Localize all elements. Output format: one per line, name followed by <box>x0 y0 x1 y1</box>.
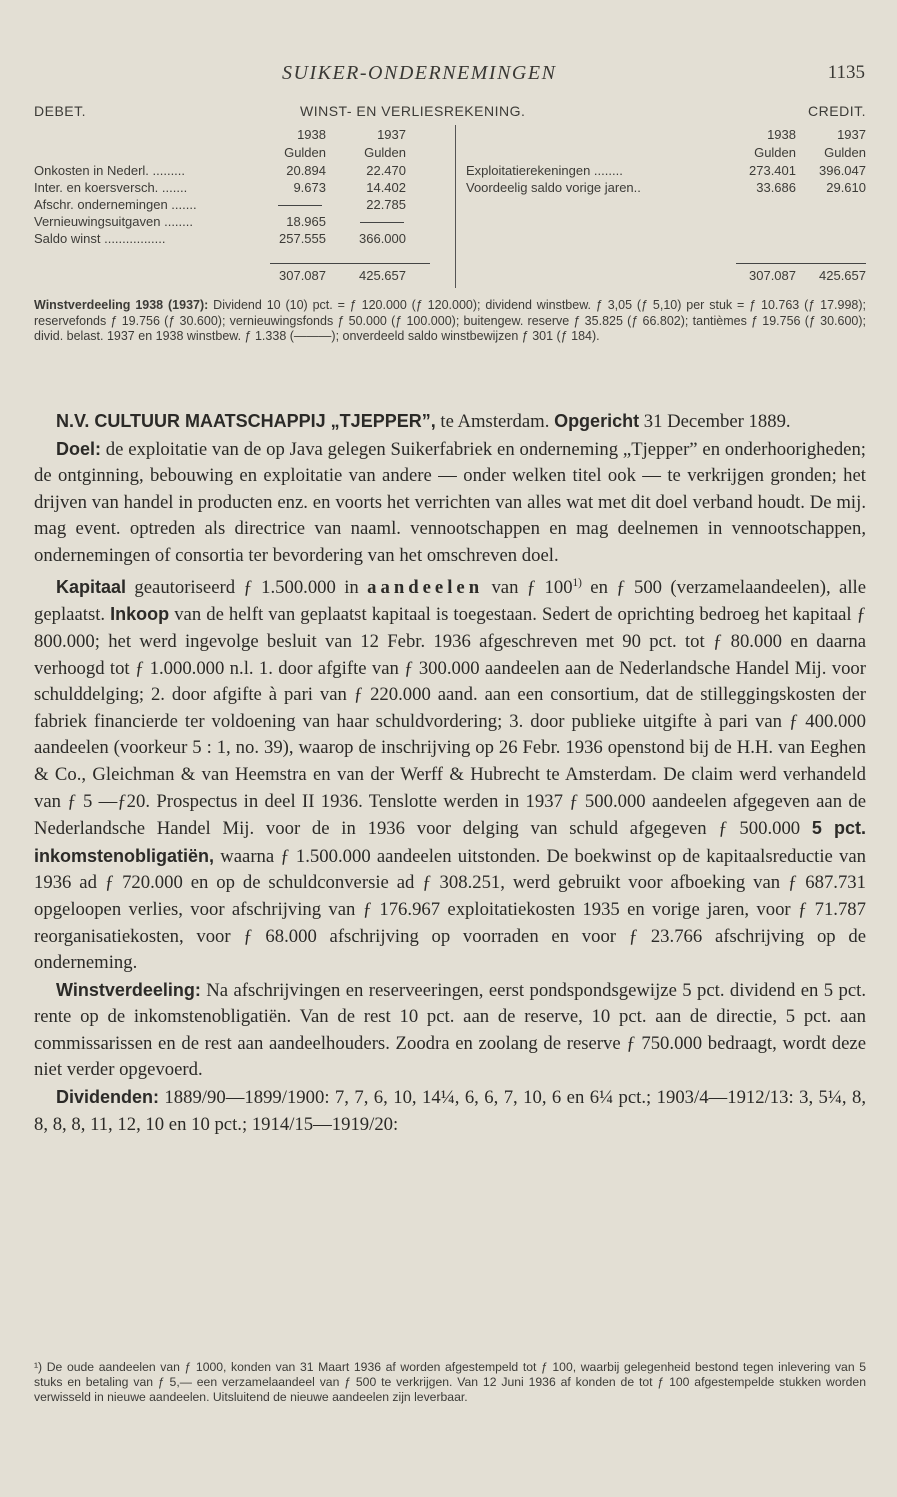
debet-value-1937: 366.000 <box>359 231 406 246</box>
founded-date: 31 December 1889. <box>639 411 791 432</box>
debet-year-1937: 1937 <box>377 127 406 142</box>
winstverdeeling-text: Na afschrijvingen en reserveeringen, eerst pondspondsgewijze 5 pct. dividend en 5 pct. rente op de inkomstenobligatiën. Van de rest 10 pct. aan de reserve, 10 pct. aan de directie, 5 pct. aan commissarissen en de rest aan aandeelhouders. Zoodra en zoolang de reserve ƒ 750.000 bedraagt, wordt deze niet verder opgevoerd. <box>34 979 866 1081</box>
credit-year-1937: 1937 <box>837 127 866 142</box>
dividenden-paragraph <box>34 1084 866 1138</box>
company-name: N.V. CULTUUR MAATSCHAPPIJ „TJEPPER”, <box>56 411 436 431</box>
debet-value-1938: 9.673 <box>293 180 326 195</box>
company-entry <box>34 408 866 1138</box>
profit-distribution-label: Winstverdeeling 1938 (1937): <box>34 298 209 312</box>
credit-year-1938: 1938 <box>767 127 796 142</box>
doel-paragraph <box>34 436 866 570</box>
debet-row-label: Saldo winst ................. <box>34 231 166 246</box>
doel-text: de exploitatie van de op Java gelegen Suikerfabriek en onderneming „Tjepper” en onderhoorigheden; de ontginning, bebouwing en exploitatie van andere — onder welken titel ook — te verkrijgen gronden; het drijven van handel in producten enz. en voorts het verrichten van alles wat met dit doel verband houdt. De mij. mag event. optreden als directrice van naaml. vennootschappen en mag deelnemen in vennootschappen, ondernemingen of consortia ter bevordering van het omschreven doel. <box>34 438 866 566</box>
debet-row <box>34 231 866 248</box>
account-title: WINST- EN VERLIESREKENING. <box>300 103 526 119</box>
kapitaal-text: geautoriseerd ƒ 1.500.000 in <box>126 576 368 598</box>
dividenden-label: Dividenden: <box>56 1087 160 1108</box>
company-heading-paragraph <box>34 408 866 436</box>
winstverdeeling-paragraph <box>34 977 866 1084</box>
profit-loss-account <box>34 103 866 293</box>
debet-value-1938: 18.965 <box>286 214 326 229</box>
dividenden-text: 1889/90—1899/1900: 7, 7, 6, 10, 14¼, 6, 6, 7, 10, 6 en 6¼ pct.; 1903/4—1912/13: 3, 5¼, 8, 8, 8, 8, 11, 12, 10 en 10 pct.; 1914/15—1919/20: <box>34 1087 866 1135</box>
footnote-text: De oude aandeelen van ƒ 1000, konden van 31 Maart 1936 af worden afgestempeld tot ƒ 100, waarbij gelegenheid bestond tegen inlevering van 5 stuks en betaling van ƒ 5,— een verzamelaandeel van ƒ 500 te verkrijgen. Van 12 Juni 1936 af konden de tot ƒ 100 afgestempelde stukken worden verwisseld in nieuwe aandeelen. Uitsluitend de nieuwe aandeelen zijn leverbaar. <box>34 1360 866 1405</box>
running-head <box>0 62 897 88</box>
credit-row-label: Exploitatierekeningen ........ <box>466 163 623 178</box>
founded-label: Opgericht <box>554 411 640 431</box>
credit-unit-1938: Gulden <box>754 145 796 160</box>
debet-row <box>34 197 866 214</box>
kapitaal-text: waarna ƒ 1.500.000 aandeelen uitstonden. De boekwinst op de kapitaalsreductie van 1936 ad ƒ 720.000 en op de schuldconversie ad ƒ 308.251, werd gebruikt voor afboeking van ƒ 687.731 opgeloopen verlies, voor afschrijving van ƒ 176.967 exploitatiekosten 1935 en vorige jaren, voor ƒ 71.787 reorganisatiekosten, voor ƒ 68.000 afschrijving op voorraden en voor ƒ 23.766 afschrijving op de onderneming. <box>34 845 866 974</box>
page-number: 1135 <box>827 62 865 83</box>
totals-row <box>34 268 866 285</box>
footnote <box>34 1360 866 1406</box>
debet-row-label: Onkosten in Nederl. ......... <box>34 163 186 178</box>
year-header-row <box>34 127 866 144</box>
debet-value-1937: 22.470 <box>366 163 406 178</box>
debet-total-rule <box>270 263 430 264</box>
credit-value-1938: 33.686 <box>756 180 796 195</box>
debet-row <box>34 214 866 231</box>
kapitaal-text: van de helft van geplaatst kapitaal is toegestaan. Sedert de oprichting bedroeg het kapitaal ƒ 800.000; het werd ingevolge besluit van 12 Febr. 1936 afgeschreven met 90 pct. tot ƒ 80.000 en daarna verhoogd tot ƒ 1.000.000 n.l. 1. door afgifte van ƒ 300.000 aandeelen aan de Nederlandsche Handel Mij. voor schulddelging; 2. door afgifte à pari van ƒ 220.000 aand. aan een consortium, dat de stilleggingskosten der fabriek financierde ter voldoening van haar schuldvordering; 3. door publieke uitgifte à pari van ƒ 400.000 aandeelen (voorkeur 5 : 1, no. 39), waarop de inschrijving op 26 Febr. 1936 openstond bij de H.H. van Eeghen & Co., Gleichman & van Heemstra en van der Werff & Hubrecht te Amsterdam. De claim werd verhandeld van ƒ 5 —ƒ20. Prospectus in deel II 1936. Tenslotte werden in 1937 ƒ 500.000 aandeelen afgegeven aan de Nederlandsche Handel Mij. voor de in 1936 voor delging van schuld afgegeven ƒ 500.000 <box>34 604 866 840</box>
profit-distribution-text: Dividend 10 (10) pct. = ƒ 120.000 (ƒ 120.000); dividend winstbew. ƒ 3,05 (ƒ 5,10) per stuk = ƒ 10.763 (ƒ 17.998); reservefonds ƒ 19.756 (ƒ 30.600); vernieuwingsfonds ƒ 50.000 (ƒ 100.000); buitengew. reserve ƒ 35.825 (ƒ 66.802); tantièmes ƒ 19.756 (ƒ 30.600); divid. belast. 1937 en 1938 winstbew. ƒ 1.338 (———); onverdeeld saldo winstbewijzen ƒ 301 (ƒ 184). <box>34 298 867 343</box>
credit-total-rule <box>736 263 866 264</box>
credit-value-1938: 273.401 <box>749 163 796 178</box>
nil-dash <box>360 222 404 223</box>
inkomstenobligaties-label: 5 pct. inkomstenobligatiën, <box>34 818 866 866</box>
kapitaal-label: Kapitaal <box>56 576 127 597</box>
debet-value-1938: 20.894 <box>286 163 326 178</box>
debet-label: DEBET. <box>34 103 87 119</box>
debet-row-label: Inter. en koersversch. ....... <box>34 180 188 195</box>
credit-value-1937: 29.610 <box>826 180 866 195</box>
debet-value-1938: 257.555 <box>279 231 326 246</box>
debet-row <box>34 163 866 180</box>
debet-total-1938: 307.087 <box>279 268 326 283</box>
credit-row-label: Voordeelig saldo vorige jaren.. <box>466 180 641 195</box>
debet-unit-1938: Gulden <box>284 145 326 160</box>
credit-unit-1937: Gulden <box>824 145 866 160</box>
debet-row-label: Vernieuwingsuitgaven ........ <box>34 214 193 229</box>
kapitaal-paragraph <box>34 570 866 977</box>
debet-value-1937: 22.785 <box>366 197 406 212</box>
credit-total-1937: 425.657 <box>819 268 866 283</box>
debet-row-label: Afschr. ondernemingen ....... <box>34 197 197 212</box>
debet-row <box>34 180 866 197</box>
credit-value-1937: 396.047 <box>819 163 866 178</box>
profit-distribution-1938 <box>34 298 866 345</box>
nil-dash <box>278 205 322 206</box>
debet-total-1937: 425.657 <box>359 268 406 283</box>
credit-total-1938: 307.087 <box>749 268 796 283</box>
debet-unit-1937: Gulden <box>364 145 406 160</box>
footnote-ref: 1) <box>572 576 582 589</box>
unit-header-row <box>34 145 866 162</box>
kapitaal-text: van ƒ 100 <box>483 576 573 598</box>
doel-label: Doel: <box>56 438 101 459</box>
company-location: te Amsterdam. <box>435 411 555 432</box>
winstverdeeling-label: Winstverdeeling: <box>56 979 201 1000</box>
inkoop-label: Inkoop <box>110 604 170 625</box>
debet-year-1938: 1938 <box>297 127 326 142</box>
aandeelen-spaced: aandeelen <box>367 576 484 598</box>
credit-label: CREDIT. <box>808 103 866 119</box>
running-title: SUIKER-ONDERNEMINGEN <box>282 62 557 84</box>
debet-value-1937: 14.402 <box>366 180 406 195</box>
footnote-marker: ¹) <box>34 1360 43 1374</box>
kapitaal-text: en ƒ 500 (verzamelaandeelen), alle geplaatst. <box>34 576 866 626</box>
